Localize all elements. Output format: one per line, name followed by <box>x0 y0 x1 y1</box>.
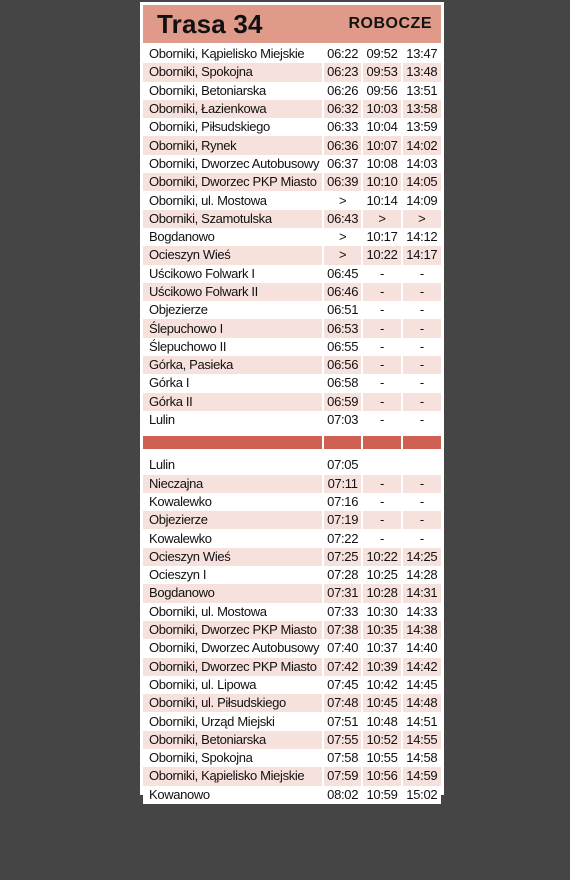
timetable-row <box>143 63 441 81</box>
departure-time: - <box>402 511 441 529</box>
timetable-row <box>143 493 441 511</box>
departure-time: 06:56 <box>323 356 362 374</box>
stop-name: Objezierze <box>143 301 323 319</box>
departure-time <box>362 456 401 474</box>
departure-time: 13:47 <box>402 45 441 63</box>
departure-time: 07:58 <box>323 749 362 767</box>
stop-name: Oborniki, Dworzec PKP Miasto <box>143 621 323 639</box>
timetable-row <box>143 411 441 429</box>
departure-time: 10:30 <box>362 603 401 621</box>
departure-time: 10:45 <box>362 694 401 712</box>
departure-time: 14:48 <box>402 694 441 712</box>
departure-time: - <box>362 338 401 356</box>
stop-name: Oborniki, Szamotulska <box>143 210 323 228</box>
timetable-row <box>143 639 441 657</box>
stop-name: Uścikowo Folwark II <box>143 283 323 301</box>
stop-name: Oborniki, Dworzec Autobusowy <box>143 155 323 173</box>
stop-name: Bogdanowo <box>143 228 323 246</box>
departure-time: 08:02 <box>323 786 362 804</box>
timetable-row <box>143 283 441 301</box>
departure-time: 09:52 <box>362 45 401 63</box>
stop-name: Objezierze <box>143 511 323 529</box>
stop-name: Oborniki, ul. Mostowa <box>143 191 323 209</box>
departure-time: 10:48 <box>362 712 401 730</box>
stop-name: Lulin <box>143 456 323 474</box>
stop-name: Oborniki, Łazienkowa <box>143 100 323 118</box>
departure-time: 10:14 <box>362 191 401 209</box>
departure-time: 14:05 <box>402 173 441 191</box>
timetable-row <box>143 100 441 118</box>
departure-time: - <box>362 301 401 319</box>
departure-time: - <box>362 374 401 392</box>
stop-name: Ślepuchowo II <box>143 338 323 356</box>
departure-time: 07:05 <box>323 456 362 474</box>
departure-time: 06:26 <box>323 82 362 100</box>
departure-time: - <box>362 511 401 529</box>
stop-name: Górka II <box>143 393 323 411</box>
timetable-header <box>143 5 441 43</box>
departure-time: 14:03 <box>402 155 441 173</box>
departure-time: 14:55 <box>402 731 441 749</box>
departure-time: 14:28 <box>402 566 441 584</box>
departure-time: - <box>402 374 441 392</box>
timetable-row <box>143 301 441 319</box>
departure-time: 14:09 <box>402 191 441 209</box>
day-type-label: ROBOCZE <box>348 15 432 32</box>
departure-time: - <box>362 265 401 283</box>
departure-time: 14:59 <box>402 767 441 785</box>
departure-time: 10:04 <box>362 118 401 136</box>
departure-time: 10:35 <box>362 621 401 639</box>
outbound-section <box>143 45 441 429</box>
stop-name: Kowalewko <box>143 529 323 547</box>
departure-time: 07:59 <box>323 767 362 785</box>
departure-time: - <box>362 393 401 411</box>
timetable-row <box>143 475 441 493</box>
departure-time: 07:51 <box>323 712 362 730</box>
timetable-row <box>143 191 441 209</box>
departure-time: 10:22 <box>362 548 401 566</box>
departure-time: 13:48 <box>402 63 441 81</box>
timetable-row <box>143 456 441 474</box>
departure-time: - <box>402 529 441 547</box>
departure-time: 07:33 <box>323 603 362 621</box>
departure-time: 07:55 <box>323 731 362 749</box>
stop-name: Nieczajna <box>143 475 323 493</box>
stop-name: Oborniki, Betoniarska <box>143 731 323 749</box>
timetable-row <box>143 118 441 136</box>
timetable-row <box>143 566 441 584</box>
departure-time: 10:03 <box>362 100 401 118</box>
stop-name: Ocieszyn Wieś <box>143 548 323 566</box>
departure-time: 14:42 <box>402 658 441 676</box>
departure-time: - <box>402 493 441 511</box>
timetable-row <box>143 749 441 767</box>
departure-time: - <box>362 283 401 301</box>
departure-time: 06:22 <box>323 45 362 63</box>
timetable-row <box>143 694 441 712</box>
timetable-row <box>143 676 441 694</box>
departure-time: 06:37 <box>323 155 362 173</box>
departure-time: 10:10 <box>362 173 401 191</box>
timetable-row <box>143 393 441 411</box>
timetable-row <box>143 338 441 356</box>
departure-time: - <box>362 356 401 374</box>
stop-name: Kowanowo <box>143 786 323 804</box>
departure-time: 06:32 <box>323 100 362 118</box>
departure-time: 14:02 <box>402 136 441 154</box>
departure-time: 06:55 <box>323 338 362 356</box>
departure-time: 06:58 <box>323 374 362 392</box>
departure-time: > <box>323 246 362 264</box>
stop-name: Oborniki, ul. Piłsudskiego <box>143 694 323 712</box>
departure-time: - <box>362 319 401 337</box>
departure-time: 14:51 <box>402 712 441 730</box>
departure-time: 06:23 <box>323 63 362 81</box>
departure-time: 10:42 <box>362 676 401 694</box>
departure-time: 07:19 <box>323 511 362 529</box>
departure-time: 07:28 <box>323 566 362 584</box>
departure-time: 10:22 <box>362 246 401 264</box>
departure-time: 06:53 <box>323 319 362 337</box>
timetable-row <box>143 356 441 374</box>
departure-time: 14:25 <box>402 548 441 566</box>
departure-time: > <box>362 210 401 228</box>
departure-time: - <box>362 529 401 547</box>
timetable-row <box>143 511 441 529</box>
departure-time: 07:38 <box>323 621 362 639</box>
departure-time: 14:17 <box>402 246 441 264</box>
departure-time: 06:46 <box>323 283 362 301</box>
stop-name: Kowalewko <box>143 493 323 511</box>
timetable-row <box>143 603 441 621</box>
departure-time: - <box>402 338 441 356</box>
departure-time: - <box>402 393 441 411</box>
stop-name: Oborniki, Kąpielisko Miejskie <box>143 767 323 785</box>
stop-name: Oborniki, ul. Lipowa <box>143 676 323 694</box>
stop-name: Lulin <box>143 411 323 429</box>
stop-name: Oborniki, Spokojna <box>143 63 323 81</box>
timetable-row <box>143 767 441 785</box>
departure-time: - <box>402 301 441 319</box>
departure-time: 10:25 <box>362 566 401 584</box>
departure-time: - <box>402 319 441 337</box>
departure-time: 14:40 <box>402 639 441 657</box>
departure-time: 14:38 <box>402 621 441 639</box>
stop-name: Oborniki, Rynek <box>143 136 323 154</box>
departure-time: 10:28 <box>362 584 401 602</box>
timetable-row <box>143 548 441 566</box>
departure-time: - <box>362 475 401 493</box>
timetable-row <box>143 45 441 63</box>
timetable-row <box>143 155 441 173</box>
departure-time: 09:56 <box>362 82 401 100</box>
departure-time: - <box>402 265 441 283</box>
departure-time: 06:43 <box>323 210 362 228</box>
departure-time: - <box>402 283 441 301</box>
stop-name: Oborniki, Kąpielisko Miejskie <box>143 45 323 63</box>
stop-name: Oborniki, Dworzec Autobusowy <box>143 639 323 657</box>
departure-time: 14:45 <box>402 676 441 694</box>
timetable-row <box>143 246 441 264</box>
departure-time: 06:45 <box>323 265 362 283</box>
timetable-row <box>143 786 441 804</box>
timetable-row <box>143 621 441 639</box>
timetable-row <box>143 584 441 602</box>
departure-time: 10:56 <box>362 767 401 785</box>
timetable-row <box>143 319 441 337</box>
departure-time: 14:31 <box>402 584 441 602</box>
departure-time: 07:42 <box>323 658 362 676</box>
departure-time: 07:45 <box>323 676 362 694</box>
departure-time: 06:36 <box>323 136 362 154</box>
departure-time: 07:48 <box>323 694 362 712</box>
departure-time: 07:16 <box>323 493 362 511</box>
stop-name: Uścikowo Folwark I <box>143 265 323 283</box>
departure-time: 10:08 <box>362 155 401 173</box>
departure-time: - <box>362 411 401 429</box>
timetable-row <box>143 265 441 283</box>
stop-name: Oborniki, Dworzec PKP Miasto <box>143 173 323 191</box>
departure-time: > <box>323 228 362 246</box>
stop-name: Górka, Pasieka <box>143 356 323 374</box>
departure-time: 10:07 <box>362 136 401 154</box>
stop-name: Oborniki, Piłsudskiego <box>143 118 323 136</box>
departure-time: 10:37 <box>362 639 401 657</box>
departure-time: 14:58 <box>402 749 441 767</box>
route-title: Trasa 34 <box>157 8 263 39</box>
departure-time: 07:25 <box>323 548 362 566</box>
departure-time: 09:53 <box>362 63 401 81</box>
departure-time: - <box>402 411 441 429</box>
departure-time: 06:39 <box>323 173 362 191</box>
departure-time: 10:59 <box>362 786 401 804</box>
stop-name: Ślepuchowo I <box>143 319 323 337</box>
departure-time: 13:58 <box>402 100 441 118</box>
departure-time: - <box>402 475 441 493</box>
timetable-row <box>143 173 441 191</box>
departure-time: - <box>402 356 441 374</box>
departure-time: 07:11 <box>323 475 362 493</box>
timetable-row <box>143 529 441 547</box>
departure-time <box>402 456 441 474</box>
timetable-row <box>143 731 441 749</box>
departure-time: 07:03 <box>323 411 362 429</box>
departure-time: - <box>362 493 401 511</box>
departure-time: 14:12 <box>402 228 441 246</box>
stop-name: Oborniki, Betoniarska <box>143 82 323 100</box>
departure-time: 06:51 <box>323 301 362 319</box>
timetable-row <box>143 82 441 100</box>
stop-name: Oborniki, Spokojna <box>143 749 323 767</box>
stop-name: Bogdanowo <box>143 584 323 602</box>
departure-time: 07:40 <box>323 639 362 657</box>
return-section <box>143 456 441 804</box>
stop-name: Oborniki, ul. Mostowa <box>143 603 323 621</box>
departure-time: 14:33 <box>402 603 441 621</box>
departure-time: 10:39 <box>362 658 401 676</box>
stop-name: Oborniki, Dworzec PKP Miasto <box>143 658 323 676</box>
timetable-row <box>143 228 441 246</box>
stop-name: Oborniki, Urząd Miejski <box>143 712 323 730</box>
departure-time: > <box>323 191 362 209</box>
timetable-row <box>143 712 441 730</box>
departure-time: 13:59 <box>402 118 441 136</box>
departure-time: 15:02 <box>402 786 441 804</box>
stop-name: Górka I <box>143 374 323 392</box>
timetable-row <box>143 210 441 228</box>
timetable-table <box>143 45 441 804</box>
direction-separator <box>143 429 441 456</box>
stop-name: Ocieszyn Wieś <box>143 246 323 264</box>
departure-time: 10:55 <box>362 749 401 767</box>
departure-time: 07:22 <box>323 529 362 547</box>
departure-time: 10:52 <box>362 731 401 749</box>
timetable-row <box>143 374 441 392</box>
departure-time: 06:59 <box>323 393 362 411</box>
departure-time: > <box>402 210 441 228</box>
departure-time: 13:51 <box>402 82 441 100</box>
departure-time: 06:33 <box>323 118 362 136</box>
departure-time: 07:31 <box>323 584 362 602</box>
timetable-card <box>140 2 444 802</box>
stop-name: Ocieszyn I <box>143 566 323 584</box>
departure-time: 10:17 <box>362 228 401 246</box>
timetable-row <box>143 136 441 154</box>
timetable-row <box>143 658 441 676</box>
